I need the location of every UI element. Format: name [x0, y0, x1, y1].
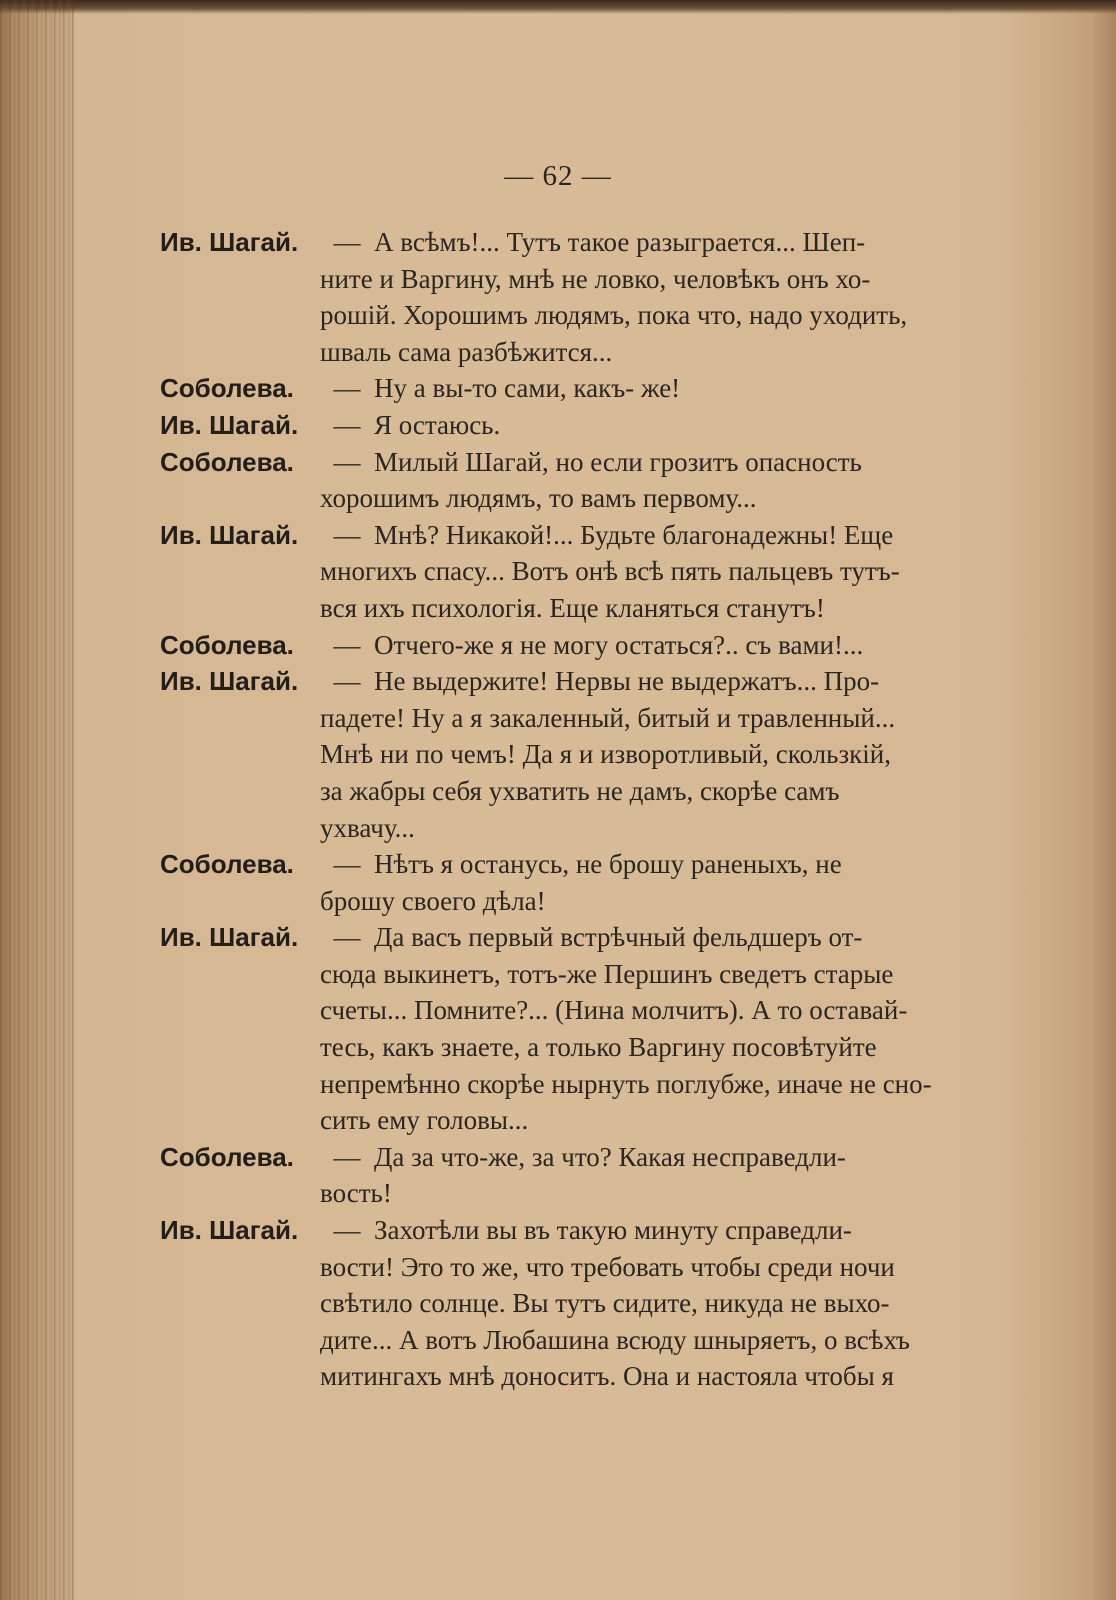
- speaker-name: Соболева.: [160, 373, 294, 404]
- speech-line-text: митингахъ мнѣ доноситъ. Она и настояла чтобы я: [320, 1361, 894, 1392]
- speech-line-text: рошій. Хорошимъ людямъ, пока что, надо уходить,: [320, 300, 908, 331]
- speaker-name: Ив. Шагай.: [160, 227, 299, 257]
- speech-line-text: дите... А вотъ Любашина всюду шныряетъ, о всѣхъ: [320, 1324, 910, 1355]
- dialogue-dash: —: [333, 409, 361, 440]
- speaker-name: Соболева.: [160, 629, 294, 660]
- dialogue-entry: [160, 627, 1030, 664]
- speech-line-text: хорошимъ людямъ, то вамъ первому...: [320, 483, 757, 514]
- speech-line: [320, 297, 1030, 334]
- speech-line-text: Нѣтъ я останусь, не брошу раненыхъ, не: [374, 849, 842, 880]
- dialogue-entry: [160, 1212, 1030, 1395]
- dialogue-entry: [160, 663, 1030, 846]
- page-binding-edge: [0, 0, 74, 1600]
- speech-line: [320, 1285, 1030, 1322]
- speech-line: [320, 627, 1030, 664]
- speech-line-text: вости! Это то же, что требовать чтобы среди ночи: [320, 1251, 895, 1282]
- speech-line: [320, 736, 1030, 773]
- speech-line: [320, 810, 1030, 847]
- speech-line: [320, 1029, 1030, 1066]
- dialogue-dash: —: [333, 373, 361, 404]
- speech-line: [320, 919, 1030, 956]
- speech-text: [320, 1212, 1030, 1395]
- speaker-name: Ив. Шагай.: [160, 666, 299, 697]
- speech-text: [320, 407, 1030, 444]
- dialogue-dash: —: [333, 446, 361, 477]
- speech-line: [320, 700, 1030, 737]
- speech-line-text: непремѣнно скорѣе нырнуть поглубже, иначе не сно-: [320, 1068, 932, 1099]
- speech-line: [320, 773, 1030, 810]
- speech-text: [320, 846, 1030, 919]
- speech-line: [320, 590, 1030, 627]
- speech-text: [320, 627, 1030, 664]
- speech-line-text: Ну а вы-то сами, какъ- же!: [374, 373, 681, 404]
- speech-line: [320, 224, 1030, 261]
- speech-line-text: Мнѣ ни по чемъ! Да я и изворотливый, скользкій,: [320, 739, 891, 770]
- dialogue-dash: —: [333, 519, 361, 550]
- speech-line: [320, 1102, 1030, 1139]
- speech-line-text: Не выдержите! Нервы не выдержатъ... Про-: [374, 666, 880, 697]
- dialogue-entry: [160, 919, 1030, 1139]
- dialogue-dash: —: [333, 1215, 361, 1246]
- speech-text: [320, 663, 1030, 846]
- speech-line-text: за жабры себя ухватить не дамъ, скорѣе самъ: [320, 775, 840, 806]
- speech-line-text: Захотѣли вы въ такую минуту справедли-: [374, 1215, 852, 1246]
- speaker-name: Ив. Шагай.: [160, 1215, 299, 1246]
- dialogue-dash: —: [333, 1141, 361, 1172]
- speech-line: [320, 846, 1030, 883]
- speech-text: [320, 370, 1030, 407]
- speech-text: [320, 517, 1030, 627]
- speech-line: [320, 1066, 1030, 1103]
- speech-line: [320, 1212, 1030, 1249]
- dialogue-dash: —: [333, 849, 361, 880]
- speech-line: [320, 1139, 1030, 1176]
- speaker-name: Соболева.: [160, 1141, 294, 1172]
- speech-text: [320, 1139, 1030, 1212]
- speech-line-text: Я остаюсь.: [374, 409, 501, 440]
- speech-line: [320, 407, 1030, 444]
- speech-line: [320, 663, 1030, 700]
- speech-line-text: ните и Варгину, мнѣ не ловко, человѣкъ онъ хо-: [320, 263, 871, 294]
- speech-line-text: счеты... Помните?... (Нина молчитъ). А то оставай-: [320, 995, 908, 1026]
- speech-line-text: Да за что-же, за что? Какая несправедли-: [374, 1141, 846, 1172]
- speech-line: [320, 261, 1030, 298]
- dialogue-dash: —: [333, 629, 361, 660]
- speech-line: [320, 517, 1030, 554]
- dialogue-dash: —: [333, 922, 361, 953]
- speaker-name: Соболева.: [160, 849, 294, 880]
- speech-text: [320, 919, 1030, 1139]
- speech-line-text: ухвачу...: [320, 812, 415, 843]
- speaker-name: Ив. Шагай.: [160, 922, 299, 953]
- dialogue-text: [160, 224, 1030, 1395]
- dialogue-entry: [160, 846, 1030, 919]
- speech-line: [320, 1358, 1030, 1395]
- speech-line-text: многихъ спасу... Вотъ онѣ всѣ пять пальцевъ тутъ-: [320, 556, 900, 587]
- speech-text: [320, 224, 1030, 370]
- dialogue-entry: [160, 224, 1030, 370]
- speech-line: [320, 1175, 1030, 1212]
- dialogue-entry: [160, 370, 1030, 407]
- dialogue-dash: —: [333, 666, 361, 697]
- speaker-name: Ив. Шагай.: [160, 409, 299, 440]
- dialogue-entry: [160, 444, 1030, 517]
- dialogue-entry: [160, 1139, 1030, 1212]
- speech-line: [320, 553, 1030, 590]
- speech-line-text: свѣтило солнце. Вы тутъ сидите, никуда не выхо-: [320, 1288, 890, 1319]
- speech-line: [320, 956, 1030, 993]
- speech-text: [320, 444, 1030, 517]
- speech-line-text: Милый Шагай, но если грозитъ опасность: [374, 446, 862, 477]
- dialogue-entry: [160, 517, 1030, 627]
- speech-line: [320, 370, 1030, 407]
- speech-line: [320, 1322, 1030, 1359]
- speaker-name: Соболева.: [160, 446, 294, 477]
- dialogue-entry: [160, 407, 1030, 444]
- speech-line: [320, 334, 1030, 371]
- speech-line-text: Мнѣ? Никакой!... Будьте благонадежны! Еще: [374, 519, 894, 550]
- speech-line-text: брошу своего дѣла!: [320, 885, 546, 916]
- speech-line-text: сить ему головы...: [320, 1105, 529, 1136]
- speech-line: [320, 992, 1030, 1029]
- speech-line: [320, 480, 1030, 517]
- speech-line-text: падете! Ну а я закаленный, битый и травленный...: [320, 702, 896, 733]
- speech-line: [320, 883, 1030, 920]
- speech-line-text: сюда выкинетъ, тотъ-же Першинъ сведетъ старые: [320, 958, 894, 989]
- speech-line-text: вость!: [320, 1178, 392, 1209]
- dialogue-dash: —: [333, 227, 361, 257]
- page-number: — 62 —: [504, 160, 612, 192]
- speech-line-text: шваль сама разбѣжится...: [320, 336, 613, 367]
- speech-line-text: вся ихъ психологія. Еще кланяться станутъ!: [320, 592, 825, 623]
- speech-line-text: Отчего-же я не могу остаться?.. съ вами!...: [374, 629, 864, 660]
- speech-line-text: Да васъ первый встрѣчный фельдшеръ от-: [374, 922, 863, 953]
- speech-line-text: тесь, какъ знаете, а только Варгину посовѣтуйте: [320, 1032, 877, 1063]
- speech-line-text: А всѣмъ!... Тутъ такое разыграется... Шеп-: [374, 227, 866, 257]
- speech-line: [320, 444, 1030, 481]
- speech-line: [320, 1249, 1030, 1286]
- speaker-name: Ив. Шагай.: [160, 519, 299, 550]
